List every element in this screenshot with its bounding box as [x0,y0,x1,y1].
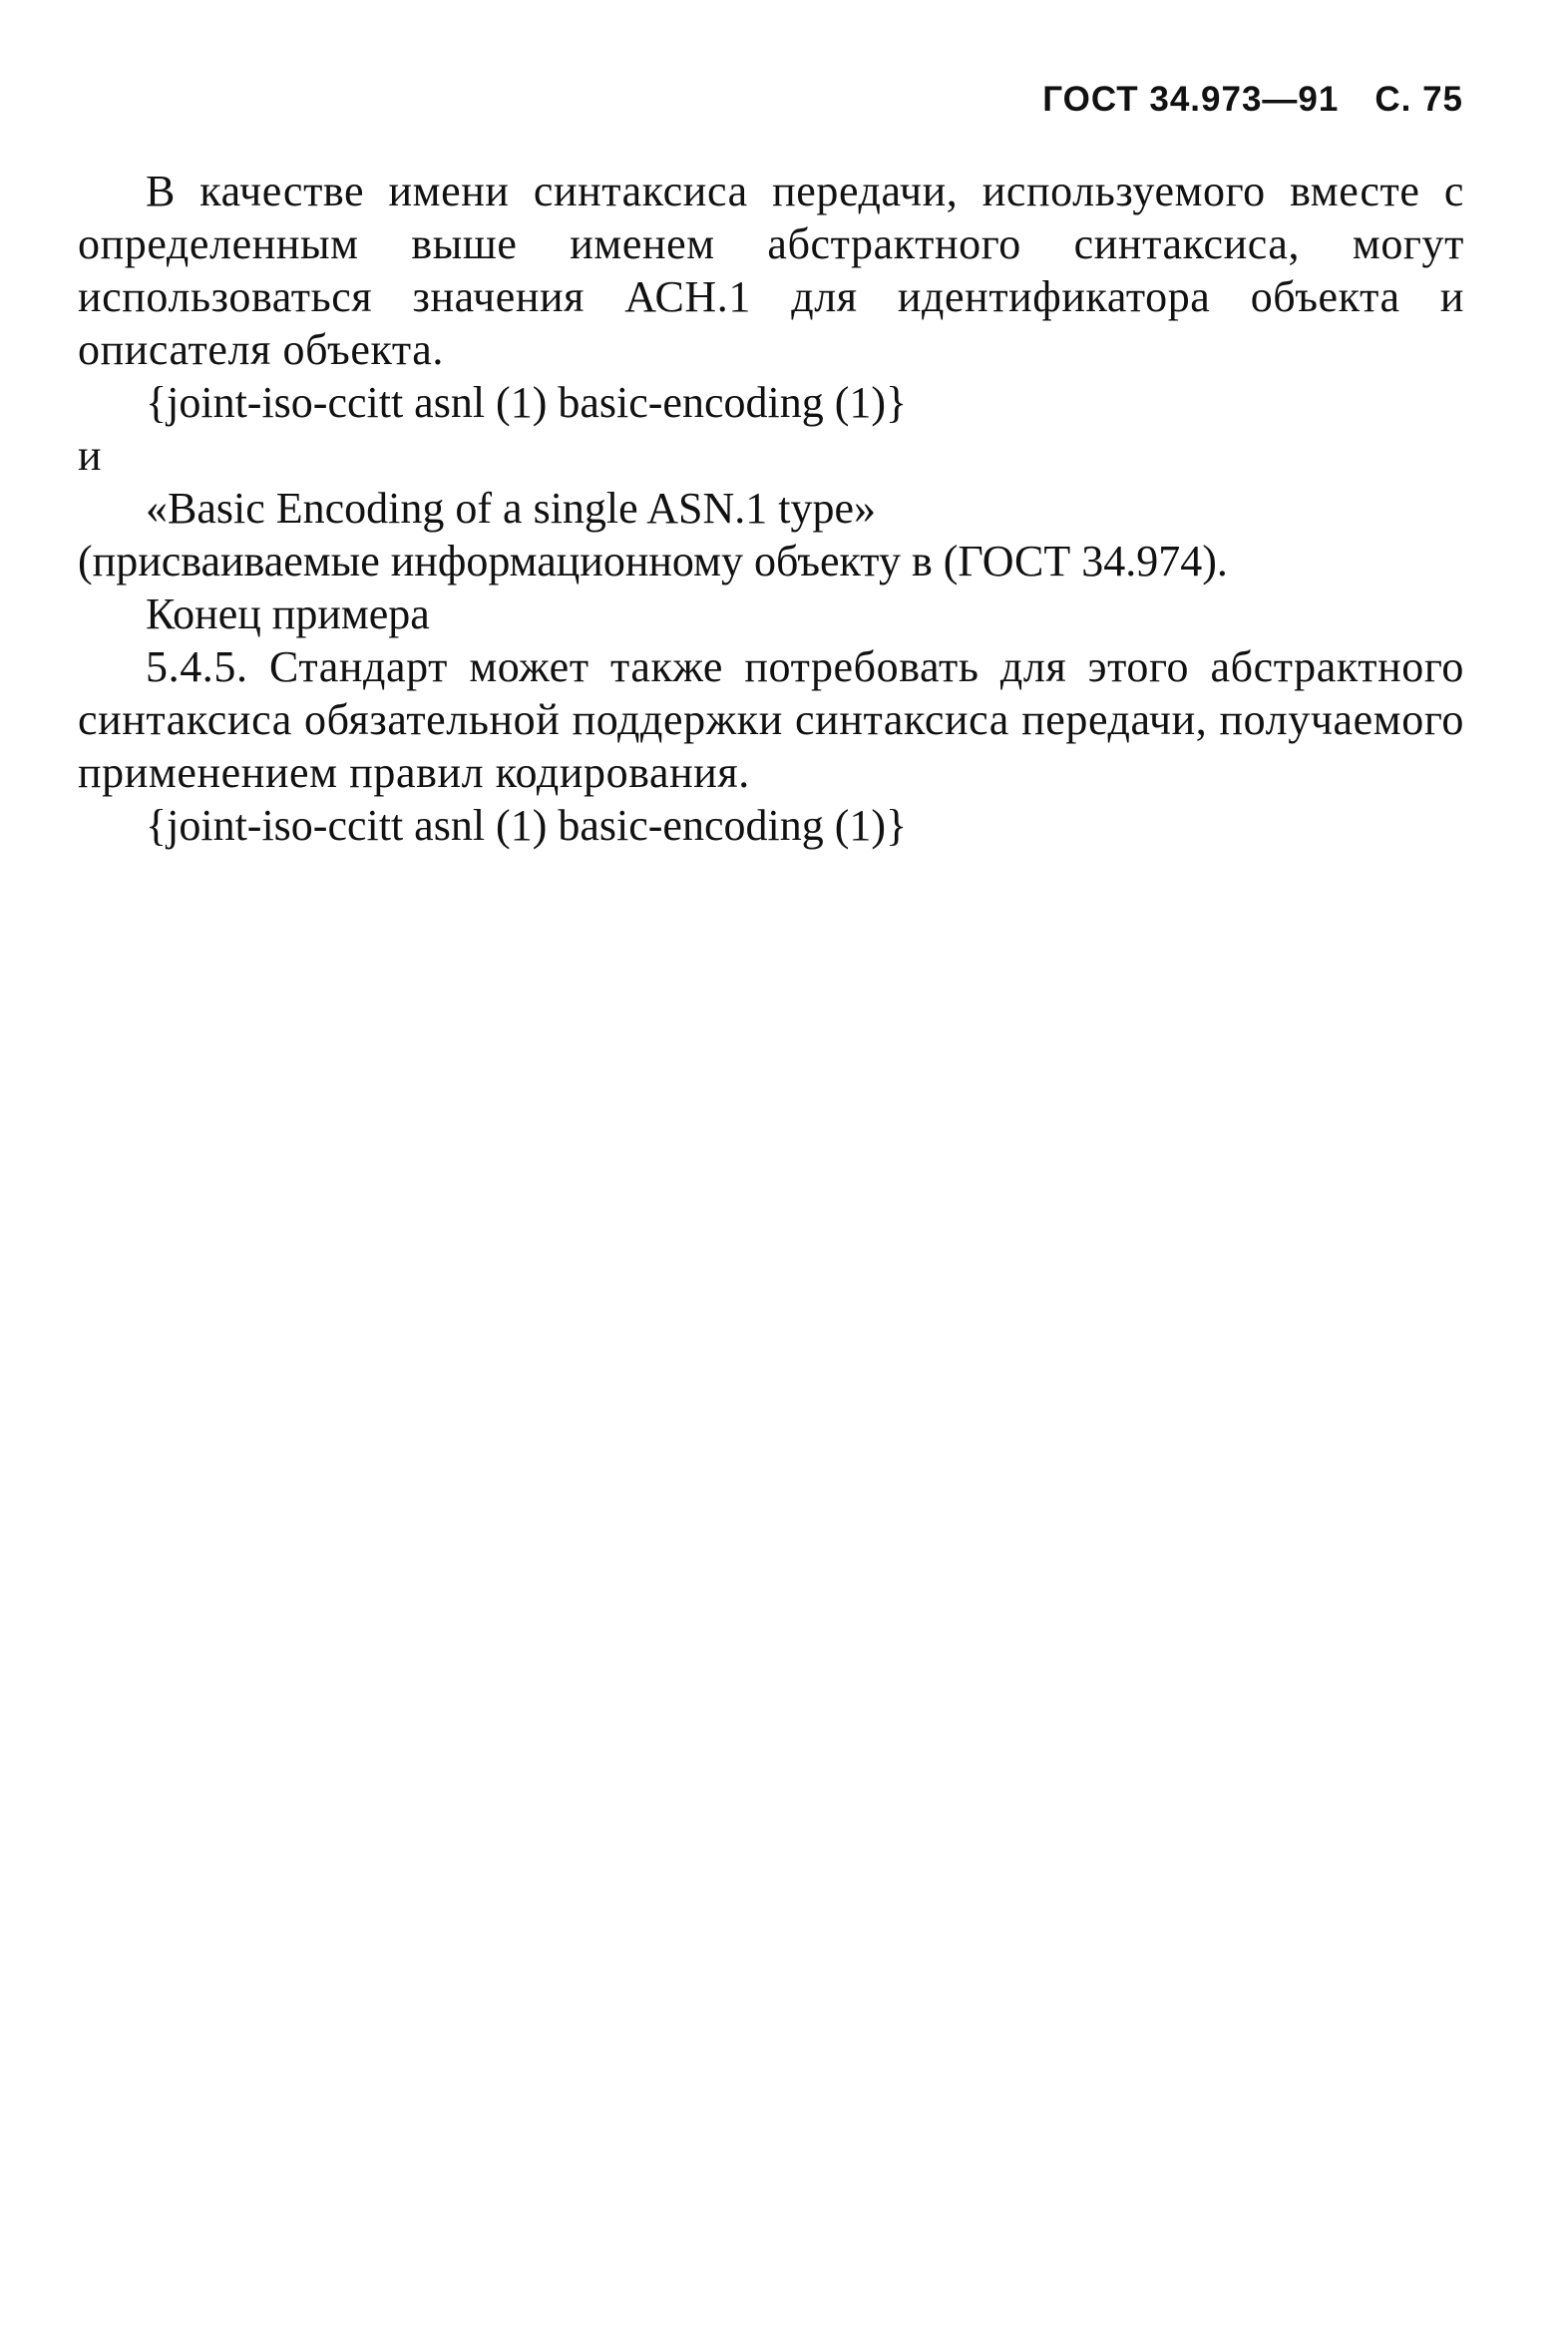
paragraph-transfer-syntax-name: В качестве имени синтаксиса передачи, используемого вместе с определенным выше именем абстрактного синтаксиса, могут использоваться значения АСН.1 для идентификатора объекта и описателя объекта. [78,167,1464,374]
page-number: С. 75 [1374,80,1463,119]
end-of-example: Конец примера [146,589,430,638]
standard-number: ГОСТ 34.973—91 [1042,80,1340,119]
object-identifier-line-2: {joint-iso-ccitt asnl (1) basic-encoding (1)} [146,801,908,850]
page-header [1042,80,1463,120]
assignment-note: (присваиваемые информационному объекту в (ГОСТ 34.974). [78,537,1228,585]
document-body [78,165,1464,852]
object-identifier-line-1: {joint-iso-ccitt asnl (1) basic-encoding (1)} [146,378,908,427]
object-descriptor-quote: «Basic Encoding of a single ASN.1 type» [146,484,877,533]
paragraph-5-4-5: 5.4.5. Стандарт может также потребовать для этого абстрактного синтаксиса обязательной поддержки синтаксиса передачи, получаемого применением правил кодирования. [78,642,1464,797]
conjunction: и [78,431,102,480]
